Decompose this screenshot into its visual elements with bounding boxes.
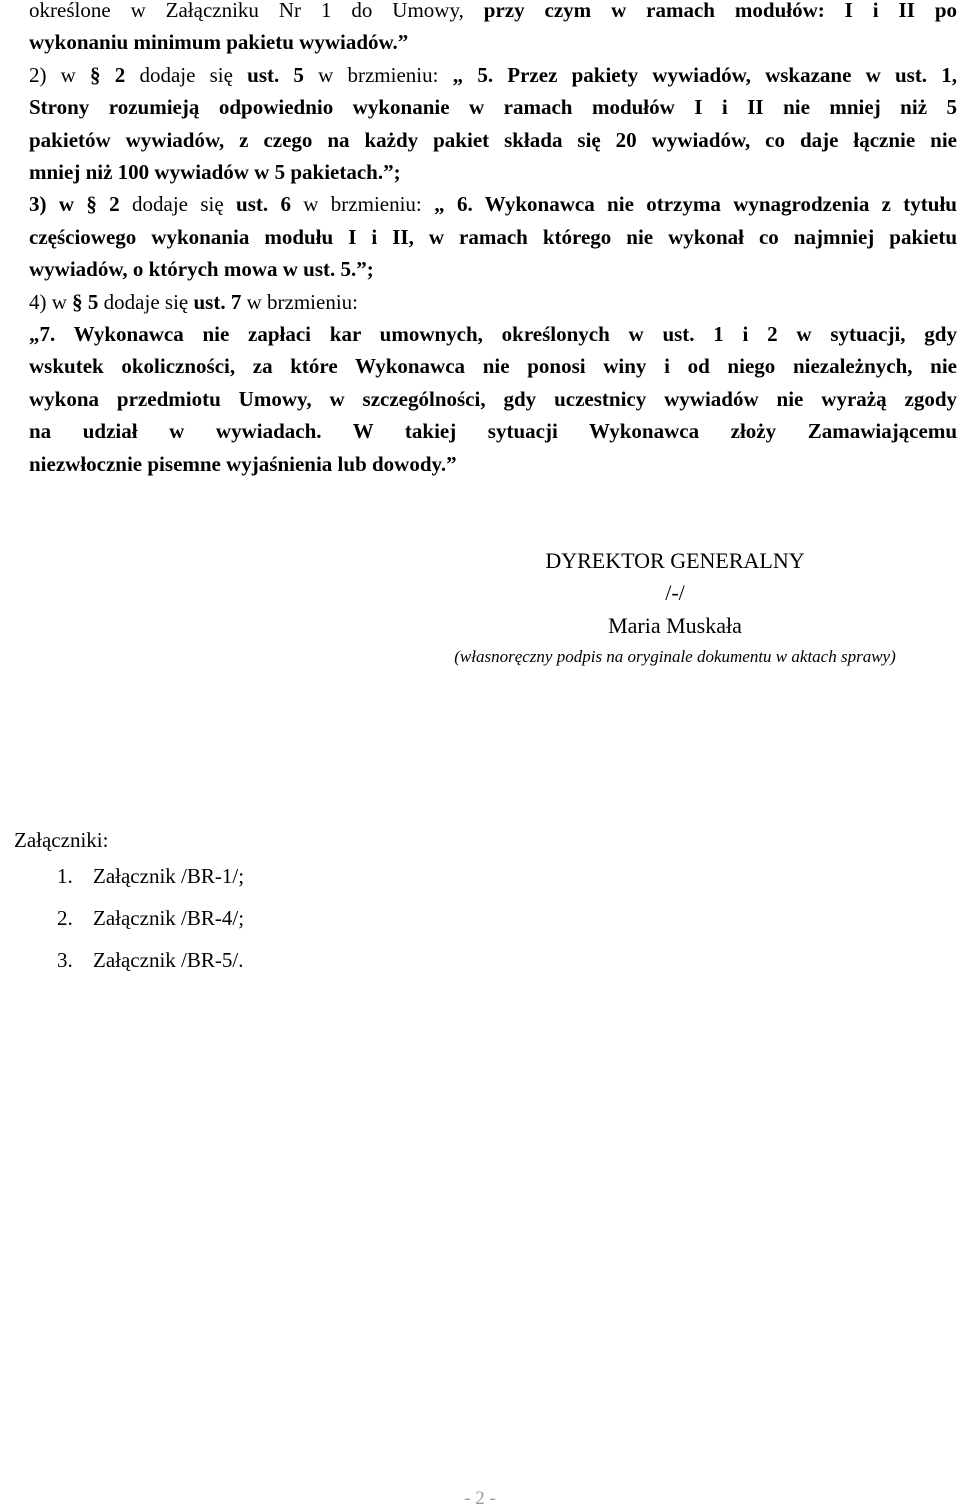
- attachment-number: 3.: [57, 948, 73, 972]
- signature-title: DYREKTOR GENERALNY: [545, 548, 805, 573]
- attachment-number: 2.: [57, 906, 73, 930]
- signature-note: (własnoręczny podpis na oryginale dokumentu w aktach sprawy): [454, 647, 896, 666]
- text-line: mniej niż 100 wywiadów w 5 pakietach.”;: [29, 160, 401, 185]
- body-text: [29, 0, 957, 480]
- text-line: wykonaniu minimum pakietu wywiadów.”: [29, 30, 409, 55]
- text-line: częściowego wykonania modułu I i II, w ramach którego nie wykonał co najmniej pakietu: [29, 224, 957, 249]
- text-line: wywiadów, o których mowa w ust. 5.”;: [29, 257, 374, 282]
- text-line: niezwłocznie pisemne wyjaśnienia lub dowody.”: [29, 451, 457, 476]
- attachment-item: [57, 864, 244, 889]
- text-line: pakietów wywiadów, z czego na każdy pakiet składa się 20 wywiadów, co daje łącznie nie: [29, 127, 957, 152]
- text-line: „7. Wykonawca nie zapłaci kar umownych, określonych w ust. 1 i 2 w sytuacji, gdy: [29, 322, 957, 347]
- signature-name: Maria Muskała: [608, 613, 742, 638]
- attachment-label: Załącznik /BR-4/;: [93, 906, 245, 930]
- text-line: na udział w wywiadach. W takiej sytuacji Wykonawca złoży Zamawiającemu: [29, 419, 957, 444]
- attachment-item: [57, 948, 243, 973]
- attachment-number: 1.: [57, 864, 73, 888]
- text-line: Strony rozumieją odpowiednio wykonanie w ramach modułów I i II nie mniej niż 5: [29, 95, 957, 120]
- attachment-item: [57, 906, 244, 931]
- text-line: określone w Załączniku Nr 1 do Umowy, przy czym w ramach modułów: I i II po: [29, 0, 957, 22]
- attachment-label: Załącznik /BR-5/.: [93, 948, 244, 972]
- page-number: - 2 -: [464, 1488, 496, 1509]
- attachments-heading: Załączniki:: [14, 828, 109, 852]
- attachment-label: Załącznik /BR-1/;: [93, 864, 245, 888]
- text-line: wskutek okoliczności, za które Wykonawca nie ponosi winy i od niego niezależnych, nie: [29, 354, 957, 379]
- text-line: 2) w § 2 dodaje się ust. 5 w brzmieniu: „ 5. Przez pakiety wywiadów, wskazane w ust. 1,: [29, 62, 958, 87]
- text-line: 3) w § 2 dodaje się ust. 6 w brzmieniu: „ 6. Wykonawca nie otrzyma wynagrodzenia z tytułu: [29, 192, 957, 217]
- signature-mark: /-/: [665, 580, 685, 605]
- text-line: 4) w § 5 dodaje się ust. 7 w brzmieniu:: [29, 289, 358, 314]
- text-line: wykona przedmiotu Umowy, w szczególności, gdy uczestnicy wywiadów nie wyrażą zgody: [29, 386, 957, 411]
